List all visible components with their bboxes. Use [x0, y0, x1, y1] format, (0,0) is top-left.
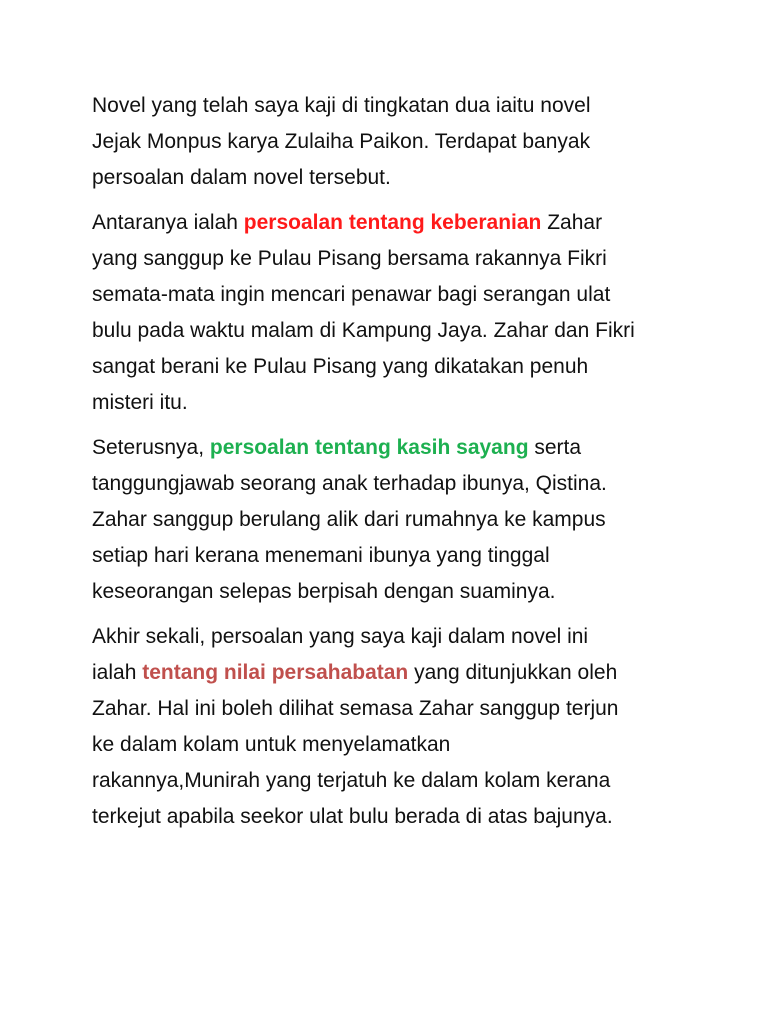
- text-line: [92, 88, 692, 124]
- text-segment: sangat berani ke Pulau Pisang yang dikatakan penuh: [92, 355, 589, 378]
- text-line: [92, 277, 692, 313]
- text-segment: Zahar sanggup berulang alik dari rumahnya ke kampus: [92, 508, 606, 531]
- text-segment: yang ditunjukkan oleh: [408, 661, 618, 684]
- text-segment: Akhir sekali, persoalan yang saya kaji dalam novel ini: [92, 625, 589, 648]
- text-segment: serta: [528, 436, 582, 459]
- text-line: [92, 241, 692, 277]
- text-segment: Antaranya ialah: [92, 211, 244, 234]
- text-line: [92, 727, 692, 763]
- text-line: [92, 502, 692, 538]
- text-line: [92, 430, 692, 466]
- text-segment: yang sanggup ke Pulau Pisang bersama rakannya Fikri: [92, 247, 607, 270]
- text-line: [92, 466, 692, 502]
- text-line: [92, 538, 692, 574]
- paragraph: [92, 619, 692, 835]
- text-segment: bulu pada waktu malam di Kampung Jaya. Zahar dan Fikri: [92, 319, 635, 342]
- text-segment: persoalan dalam novel tersebut.: [92, 166, 391, 189]
- document-page: [92, 88, 692, 844]
- text-segment: Novel yang telah saya kaji di tingkatan dua iaitu novel: [92, 94, 591, 117]
- text-line: [92, 160, 692, 196]
- text-line: [92, 763, 692, 799]
- highlighted-phrase: persoalan tentang keberanian: [243, 211, 542, 234]
- text-segment: tanggungjawab seorang anak terhadap ibunya, Qistina.: [92, 472, 607, 495]
- text-line: [92, 349, 692, 385]
- text-line: [92, 385, 692, 421]
- text-segment: terkejut apabila seekor ulat bulu berada di atas bajunya.: [92, 805, 613, 828]
- highlighted-phrase: tentang nilai persahabatan: [142, 661, 409, 684]
- text-line: [92, 124, 692, 160]
- text-segment: Zahar. Hal ini boleh dilihat semasa Zahar sanggup terjun: [92, 697, 619, 720]
- text-line: [92, 619, 692, 655]
- text-segment: rakannya,Munirah yang terjatuh ke dalam kolam kerana: [92, 769, 611, 792]
- text-segment: Zahar: [541, 211, 603, 234]
- text-line: [92, 205, 692, 241]
- text-line: [92, 691, 692, 727]
- text-segment: keseorangan selepas berpisah dengan suaminya.: [92, 580, 556, 603]
- paragraph: [92, 430, 692, 610]
- text-segment: semata-mata ingin mencari penawar bagi serangan ulat: [92, 283, 611, 306]
- text-segment: setiap hari kerana menemani ibunya yang tinggal: [92, 544, 550, 567]
- text-segment: misteri itu.: [92, 391, 188, 414]
- text-line: [92, 799, 692, 835]
- text-line: [92, 655, 692, 691]
- text-line: [92, 313, 692, 349]
- paragraph: [92, 205, 692, 421]
- text-segment: ialah: [92, 661, 143, 684]
- text-segment: Jejak Monpus karya Zulaiha Paikon. Terdapat banyak: [92, 130, 591, 153]
- text-segment: Seterusnya,: [92, 436, 210, 459]
- paragraph: [92, 88, 692, 196]
- text-segment: ke dalam kolam untuk menyelamatkan: [92, 733, 451, 756]
- text-line: [92, 574, 692, 610]
- highlighted-phrase: persoalan tentang kasih sayang: [209, 436, 529, 459]
